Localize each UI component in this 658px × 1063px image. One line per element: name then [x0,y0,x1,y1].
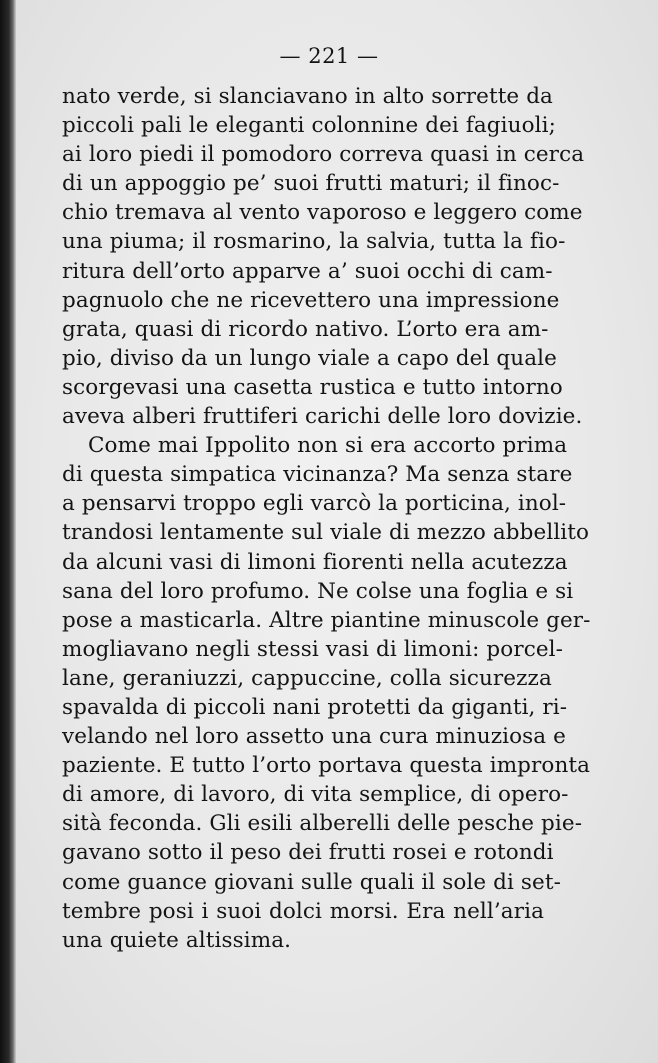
text-line: scorgevasi una casetta rustica e tutto intorno [62,374,563,400]
text-line: ritura dell’orto apparve a’ suoi occhi di cam- [62,258,553,284]
text-line: lane, geraniuzzi, cappuccine, colla sicurezza [62,665,552,691]
text-line: Come mai Ippolito non si era accorto prima [88,433,568,459]
text-line: aveva alberi fruttiferi carichi delle loro dovizie. [62,404,583,430]
text-line: come guance giovani sulle quali il sole di set- [62,869,561,895]
text-line: tembre posi i suoi dolci morsi. Era nell’aria [62,898,544,924]
text-line: di questa simpatica vicinanza? Ma senza stare [62,462,573,488]
text-line: chio tremava al vento vaporoso e leggero come [62,200,583,226]
book-spine-shadow [0,0,16,1063]
text-line: pose a masticarla. Altre piantine minuscole ger- [62,607,591,633]
text-line: grata, quasi di ricordo nativo. L’orto era am- [62,316,549,342]
text-line: paziente. E tutto l’orto portava questa impronta [62,753,591,779]
text-line: nato verde, si slanciavano in alto sorrette da [62,84,553,109]
body-text [62,82,591,955]
text-line: sità feconda. Gli esili alberelli delle pesche pie- [62,811,583,837]
text-line: da alcuni vasi di limoni fiorenti nella acutezza [62,549,568,575]
text-line: pio, diviso da un lungo viale a capo del quale [62,345,557,371]
text-line: una quiete altissima. [62,927,292,953]
text-line: di amore, di lavoro, di vita semplice, di opero- [62,782,569,808]
text-line: di un appoggio pe’ suoi frutti maturi; il finoc- [62,171,560,197]
text-line: sana del loro profumo. Ne colse una foglia e si [62,578,574,604]
text-line: mogliavano negli stessi vasi di limoni: porcel- [62,636,564,662]
text-line: a pensarvi troppo egli varcò la porticina, inol- [62,491,567,517]
text-line: ai loro piedi il pomodoro correva quasi in cerca [62,142,585,168]
text-line: gavano sotto il peso dei frutti rosei e rotondi [62,840,554,866]
text-line: trandosi lentamente sul viale di mezzo abbellito [62,520,590,546]
page-number: — 221 — [279,44,379,68]
text-line: velando nel loro assetto una cura minuziosa e [62,724,566,750]
text-line: piccoli pali le eleganti colonnine dei fagiuoli; [62,113,556,139]
text-line: spavalda di piccoli nani protetti da giganti, ri- [62,694,568,720]
text-line: una piuma; il rosmarino, la salvia, tutta la fio- [62,229,566,255]
text-line: pagnuolo che ne ricevettero una impressione [62,287,560,313]
